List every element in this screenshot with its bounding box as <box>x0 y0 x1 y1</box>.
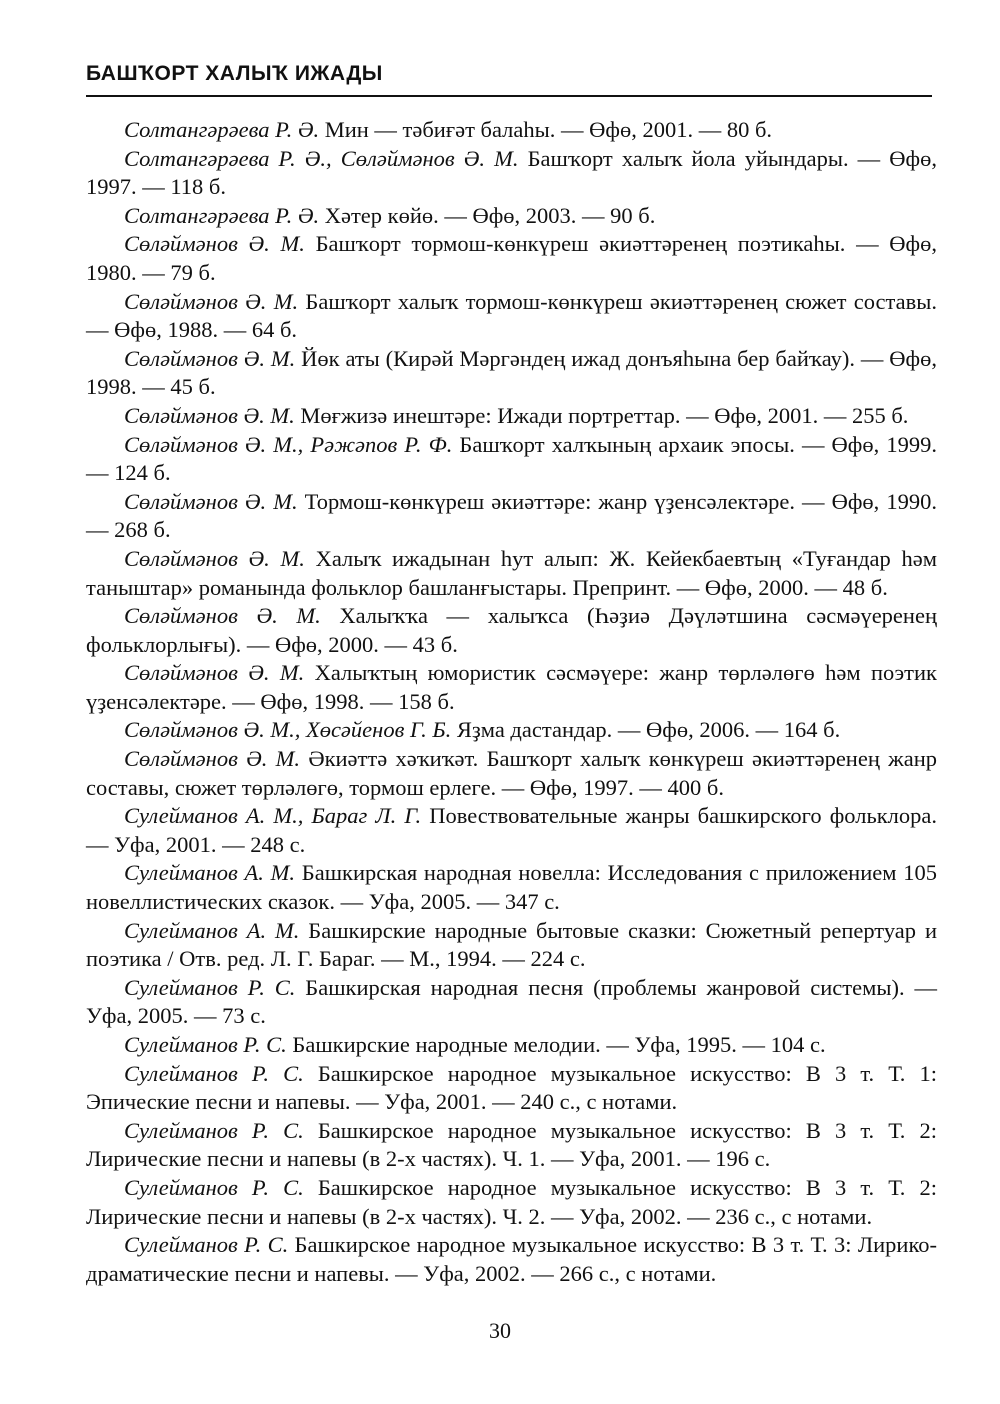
bibliography-entry <box>86 402 937 431</box>
entry-author: Сөләймәнов Ә. М. <box>124 488 298 514</box>
entry-author: Сөләймәнов Ә. М., Рәжәпов Р. Ф. <box>124 431 453 457</box>
entry-text: Мөғжизә инештәре: Ижади портреттар. — Өфө, 2001. — 255 б. <box>294 402 909 428</box>
bibliography-list <box>86 116 937 1288</box>
bibliography-entry <box>86 745 937 802</box>
entry-text: Башкирское народное музыкальное искусство: В 3 т. Т. 2: Лирические песни и напевы (в 2-х частях). Ч. 1. — Уфа, 2001. — 196 с. <box>86 1117 937 1172</box>
entry-author: Сөләймәнов Ә. М. <box>124 746 301 772</box>
bibliography-entry <box>86 1174 937 1231</box>
bibliography-entry <box>86 488 937 545</box>
entry-author: Сөләймәнов Ә. М. <box>124 288 299 314</box>
entry-author: Сулейманов А. М., Бараг Л. Г. <box>124 803 422 829</box>
entry-author: Сулейманов А. М. <box>124 860 296 886</box>
entry-text: Тормош-көнкүреш әкиәттәре: жанр үҙенсәлектәре. — Өфө, 1990. — 268 б. <box>86 488 937 543</box>
entry-text: Башҡорт халҡының архаик эпосы. — Өфө, 1999. — 124 б. <box>86 431 937 486</box>
bibliography-entry <box>86 1117 937 1174</box>
entry-text: Башкирское народное музыкальное искусство: В 3 т. Т. 1: Эпические песни и напевы. — Уфа, 2001. — 240 с., с нотами. <box>86 1060 937 1115</box>
entry-author: Сөләймәнов Ә. М. <box>124 345 296 371</box>
entry-author: Сулейманов Р. С. <box>124 974 296 1000</box>
entry-author: Сулейманов Р. С. <box>124 1060 304 1086</box>
entry-text: Әкиәттә хәҡиҡәт. Башҡорт халыҡ көнкүреш әкиәттәренең жанр составы, сюжет төрләлөгө, тормош ерлеге. — Өфө, 1997. — 400 б. <box>86 746 937 800</box>
bibliography-entry <box>86 802 937 859</box>
entry-author: Сулейманов А. М. <box>124 917 300 943</box>
bibliography-entry <box>86 145 937 202</box>
entry-text: Башкирские народные мелодии. — Уфа, 1995. — 104 с. <box>286 1032 826 1057</box>
entry-text: Халыҡҡа — халыҡса (Һәҙиә Дәүләтшина сәсмәүеренең фольклорлығы). — Өфө, 2000. — 43 б. <box>86 603 937 657</box>
header-rule <box>86 95 932 97</box>
entry-text: Башҡорт халыҡ тормош-көнкүреш әкиәттәренең сюжет составы. — Өфө, 1988. — 64 б. <box>86 288 937 343</box>
entry-author: Солтангәрәева Р. Ә., Сөләймәнов Ә. М. <box>124 145 519 171</box>
entry-author: Сөләймәнов Ә. М. <box>124 402 295 428</box>
bibliography-entry <box>86 431 937 488</box>
entry-author: Сөләймәнов Ә. М. <box>124 545 305 571</box>
entry-author: Сулейманов Р. С. <box>124 1232 289 1258</box>
entry-author: Солтангәрәева Р. Ә. <box>124 202 320 228</box>
bibliography-entry <box>86 1031 937 1060</box>
bibliography-entry <box>86 859 937 916</box>
entry-text: Башҡорт тормош-көнкүреш әкиәттәренең поэтикаһы. — Өфө, 1980. — 79 б. <box>86 231 937 285</box>
bibliography-entry <box>86 288 937 345</box>
entry-text: Йөк аты (Кирәй Мәргәндең ижад донъяһына бер байҡау). — Өфө, 1998. — 45 б. <box>86 345 937 400</box>
bibliography-entry <box>86 1060 937 1117</box>
entry-author: Сулейманов Р. С. <box>124 1117 304 1143</box>
bibliography-entry <box>86 659 937 716</box>
running-head: БАШҠОРТ ХАЛЫҠ ИЖАДЫ <box>86 62 383 85</box>
page-number: 30 <box>489 1318 511 1343</box>
bibliography-entry <box>86 1231 937 1288</box>
entry-author: Солтангәрәева Р. Ә. <box>124 117 320 142</box>
entry-text: Хәтер көйө. — Өфө, 2003. — 90 б. <box>319 202 656 228</box>
bibliography-entry <box>86 974 937 1031</box>
bibliography-entry <box>86 716 937 745</box>
bibliography-entry <box>86 116 937 145</box>
entry-text: Халыҡ ижадынан һут алып: Ж. Кейекбаевтың «Туғандар һәм таныштар» романында фольклор башланғыстары. Препринт. — Өфө, 2000. — 48 б. <box>86 545 937 600</box>
bibliography-entry <box>86 545 937 602</box>
entry-author: Сөләймәнов Ә. М. <box>124 660 305 686</box>
entry-text: Яҙма дастандар. — Өфө, 2006. — 164 б. <box>451 717 841 743</box>
bibliography-entry <box>86 202 937 231</box>
entry-text: Повествовательные жанры башкирского фольклора. — Уфа, 2001. — 248 с. <box>86 803 938 857</box>
entry-text: Башкирская народная новелла: Исследования с приложением 105 новеллистических сказок. — Уфа, 2005. — 347 с. <box>86 860 937 915</box>
entry-text: Башкирское народное музыкальное искусство: В 3 т. Т. 2: Лирические песни и напевы (в 2-х частях). Ч. 2. — Уфа, 2002. — 236 с., с нотами. <box>86 1174 937 1229</box>
entry-author: Сулейманов Р. С. <box>124 1032 287 1057</box>
entry-author: Сөләймәнов Ә. М. <box>124 603 321 629</box>
bibliography-entry <box>86 602 937 659</box>
entry-author: Сулейманов Р. С. <box>124 1174 304 1200</box>
entry-text: Халыҡтың юмористик сәсмәүере: жанр төрләлөгө һәм поэтик үҙенсәлектәре. — Өфө, 1998. — 158 б. <box>86 660 937 714</box>
bibliography-entry <box>86 230 937 287</box>
entry-text: Башкирское народное музыкальное искусство: В 3 т. Т. 3: Лирико-драматические песни и напевы. — Уфа, 2002. — 266 с., с нотами. <box>86 1232 937 1286</box>
entry-text: Башҡорт халыҡ йола уйындары. — Өфө, 1997. — 118 б. <box>86 145 938 200</box>
entry-text: Башкирские народные бытовые сказки: Сюжетный репертуар и поэтика / Отв. ред. Л. Г. Бараг. — М., 1994. — 224 с. <box>86 917 937 972</box>
entry-author: Сөләймәнов Ә. М. <box>124 231 305 257</box>
bibliography-entry <box>86 917 937 974</box>
entry-text: Башкирская народная песня (проблемы жанровой системы). — Уфа, 2005. — 73 с. <box>86 974 937 1029</box>
entry-author: Сөләймәнов Ә. М., Хөсәйенов Г. Б. <box>124 717 452 743</box>
bibliography-entry <box>86 345 937 402</box>
entry-text: Мин — тәбиғәт балаһы. — Өфө, 2001. — 80 б. <box>319 117 773 142</box>
